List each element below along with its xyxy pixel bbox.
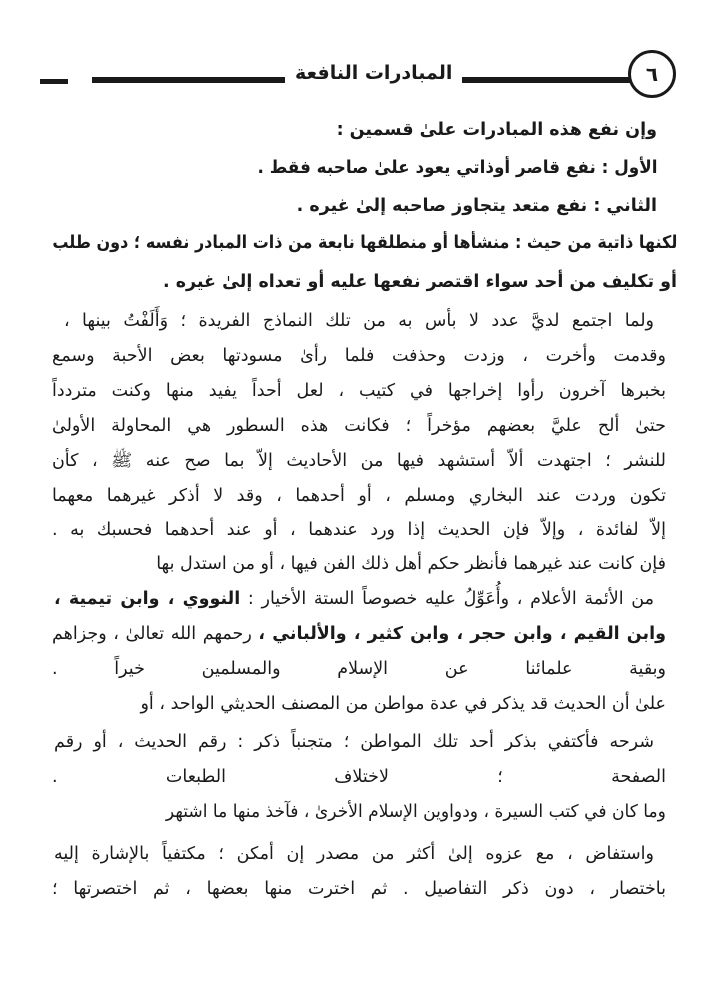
text-segment: وبقية علمائنا عن الإسلام والمسلمين خيراً .: [51, 659, 666, 679]
text-segment: فإن كانت عند غيرهما فأنظر حكم أهل ذلك الفن فيها ، أو من استدل بها: [156, 554, 666, 574]
text-line: [166, 797, 666, 827]
text-line-content: [163, 267, 677, 297]
text-line: [257, 153, 657, 183]
page-number: ٦: [628, 50, 676, 98]
text-segment: بخبرها آخرون رأوا إخراجها في كتيب ، لعل أحداً يفيد منها وكنت متردداً: [52, 381, 666, 401]
text-line-content: [52, 654, 666, 684]
text-segment: حتىٰ ألح عليَّ بعضهم مؤخراً ؛ فكانت هذه السطور هي المحاولة الأولىٰ: [52, 416, 666, 436]
text-line: [257, 115, 657, 145]
running-title: المبادرات النافعة: [285, 62, 462, 84]
text-line: [54, 727, 654, 757]
text-line-content: [52, 481, 666, 511]
text-segment: للنشر ؛ اجتهدت ألاّ أستشهد فيها من الأحاديث إلاّ بما صح عنه ﷺ ، كأن: [51, 451, 666, 471]
text-line-content: [337, 115, 657, 145]
text-line-content: [52, 228, 677, 258]
bold-text-segment: النووي ، وابن تيمية ،: [54, 589, 241, 609]
text-segment: شرحه فأكتفي بذكر أحد تلك المواطن ؛ متجنباً ذكر : رقم الحديث ، أو رقم: [54, 732, 654, 752]
text-line-content: [52, 446, 666, 476]
text-segment: أو تكليف من أحد سواء اقتصر نفعها عليه أو تعداه إلىٰ غيره .: [162, 272, 677, 292]
text-line-content: [156, 549, 666, 579]
text-line: [64, 306, 654, 336]
text-segment: رحمهم الله تعالىٰ ، وجزاهم: [52, 624, 259, 644]
text-line: [54, 584, 654, 614]
text-line-content: [166, 797, 666, 827]
text-line-content: [54, 584, 654, 614]
text-line: [52, 549, 666, 579]
text-line-content: [54, 839, 654, 869]
text-line-content: [257, 153, 657, 183]
text-segment: تكون وردت عند البخاري ومسلم ، أو أحدهما ، وقد لا أذكر غيرهما معهما: [51, 486, 666, 506]
text-segment: الأول : نفع قاصر أوذاتي يعود علىٰ صاحبه فقط .: [256, 158, 657, 178]
text-line-content: [297, 191, 657, 221]
text-segment: الصفحة ؛ لاختلاف الطبعات .: [52, 767, 666, 787]
text-line: [52, 376, 666, 406]
text-line-content: [52, 341, 666, 371]
text-line-content: [52, 515, 666, 545]
text-line-content: [52, 411, 666, 441]
text-segment: وما كان في كتب السيرة ، ودواوين الإسلام الأخرىٰ ، فآخذ منها ما اشتهر: [165, 802, 666, 822]
text-line-content: [52, 376, 666, 406]
text-segment: باختصار ، دون ذكر التفاصيل . ثم اخترت منها بعضها ، ثم اختصرتها ؛: [51, 879, 666, 899]
text-line: [52, 762, 666, 792]
text-segment: ولما اجتمع لديَّ عدد لا بأس به من تلك النماذج الفريدة ؛ وَأَلَفْتُ بينها ،: [63, 311, 654, 331]
text-line: [52, 411, 666, 441]
text-line: [52, 481, 666, 511]
text-segment: علىٰ أن الحديث قد يذكر في عدة مواطن من المصنف الحديثي الواحد ، أو: [140, 694, 666, 714]
text-line: [52, 515, 666, 545]
text-segment: وإن نفع هذه المبادرات علىٰ قسمين :: [336, 120, 657, 140]
text-line-content: [52, 874, 666, 904]
text-line: [52, 341, 666, 371]
text-line: [54, 839, 654, 869]
text-line: [52, 874, 666, 904]
text-segment: وقدمت وأخرت ، وزدت وحذفت فلما رأىٰ مسودتها بعض الأحبة وسمع: [52, 346, 666, 366]
text-line-content: [64, 306, 654, 336]
text-line: [257, 191, 657, 221]
text-line: [52, 228, 677, 258]
text-segment: لكنها ذاتية من حيث : منشأها أو منطلقها نابعة من ذات المبادر نفسه ؛ دون طلب: [51, 233, 677, 253]
text-segment: من الأئمة الأعلام ، وأُعَوِّلُ عليه خصوصاً الستة الأخيار :: [240, 589, 654, 609]
text-line-content: [54, 727, 654, 757]
bold-text-segment: وابن القيم ، وابن حجر ، وابن كثير ، والألباني ،: [258, 624, 666, 644]
text-line-content: [52, 619, 666, 649]
text-line-content: [140, 689, 666, 719]
text-line: [117, 267, 677, 297]
text-line: [52, 654, 666, 684]
text-line: [106, 689, 666, 719]
text-line: [52, 619, 666, 649]
text-segment: واستفاض ، مع عزوه إلىٰ أكثر من مصدر إن أمكن ؛ مكتفياً بالإشارة إليه: [54, 844, 654, 864]
header-dash: [40, 79, 68, 84]
text-line: [52, 446, 666, 476]
text-segment: إلاّ لفائدة ، وإلاّ فإن الحديث إذا ورد عندهما ، أو عند أحدهما فحسبك به .: [52, 520, 666, 540]
text-segment: الثاني : نفع متعد يتجاوز صاحبه إلىٰ غيره .: [296, 196, 657, 216]
text-line-content: [52, 762, 666, 792]
